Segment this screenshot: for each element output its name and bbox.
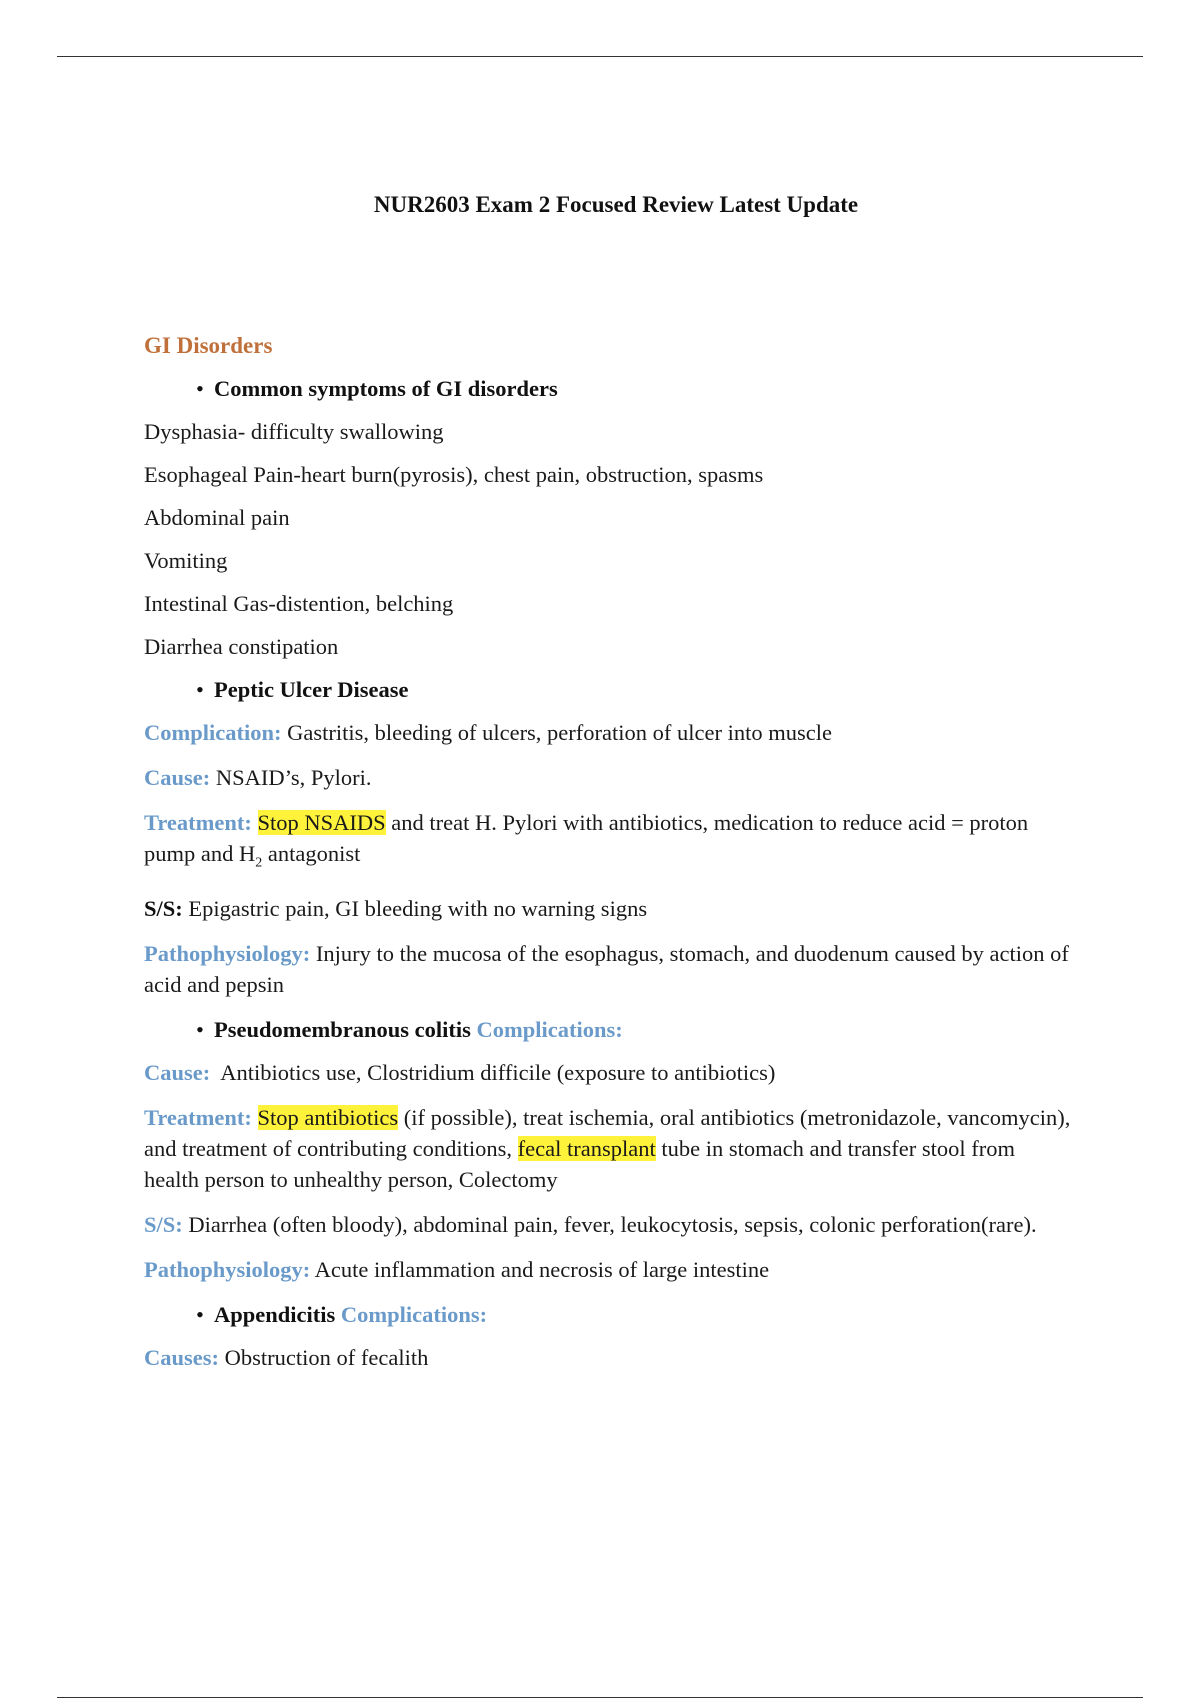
bullet-common-symptoms: [144, 373, 1074, 404]
ss-label: S/S:: [144, 1211, 183, 1237]
peptic-treatment: [144, 807, 1074, 879]
colitis-ss: [144, 1209, 1074, 1240]
top-rule: [57, 56, 1143, 57]
subscript-2: 2: [255, 855, 263, 871]
ss-text: Epigastric pain, GI bleeding with no warning signs: [182, 895, 648, 921]
symptom-line: Vomiting: [144, 548, 228, 573]
pathophysiology-text: Injury to the mucosa of the esophagus, stomach, and duodenum caused by action of acid and pepsin: [144, 940, 1069, 997]
bullet-dot-icon: •: [196, 1301, 204, 1327]
treatment-text: (if possible), treat ischemia, oral antibiotics (metronidazole, vancomycin), and treatment of contributing conditions,: [144, 1104, 1071, 1161]
symptom-line: Esophageal Pain-heart burn(pyrosis), chest pain, obstruction, spasms: [144, 462, 764, 487]
causes-text: Obstruction of fecalith: [219, 1344, 429, 1370]
bullet-peptic-ulcer: [144, 674, 1074, 705]
bullet-appendicitis: [144, 1299, 1074, 1330]
peptic-complication: [144, 717, 1074, 748]
peptic-pathophysiology: [144, 938, 1074, 1000]
complications-label: Complications:: [476, 1016, 623, 1042]
cause-label: Cause:: [144, 1059, 211, 1085]
treatment-tail: antagonist: [262, 841, 361, 866]
causes-label: Causes:: [144, 1344, 220, 1370]
bullet-label: Peptic Ulcer Disease: [214, 677, 409, 702]
bullet-label: Appendicitis: [214, 1301, 336, 1327]
symptom-line: Intestinal Gas-distention, belching: [144, 591, 454, 616]
pathophysiology-text: Acute inflammation and necrosis of large intestine: [310, 1256, 770, 1282]
peptic-cause: [144, 762, 1074, 793]
highlight-stop-nsaids: Stop NSAIDS: [257, 810, 386, 835]
treatment-label: Treatment:: [144, 1104, 252, 1130]
complications-label: Complications:: [340, 1301, 488, 1327]
document-body: [144, 330, 1074, 1387]
treatment-label: Treatment:: [144, 810, 252, 835]
pathophysiology-label: Pathophysiology:: [144, 1256, 311, 1282]
pathophysiology-label: Pathophysiology:: [144, 940, 311, 966]
page-title: NUR2603 Exam 2 Focused Review Latest Update: [373, 192, 859, 217]
bullet-label: Common symptoms of GI disorders: [214, 376, 558, 401]
appendicitis-causes: [144, 1342, 1074, 1373]
bullet-dot-icon: •: [196, 1016, 204, 1042]
symptom-line: Diarrhea constipation: [144, 634, 339, 659]
cause-text: Antibiotics use, Clostridium difficile (exposure to antibiotics): [210, 1059, 776, 1085]
complication-label: Complication:: [144, 720, 282, 745]
treatment-text: and treat H. Pylori with antibiotics, medication to reduce acid = proton pump and H: [144, 810, 1029, 866]
ss-text: Diarrhea (often bloody), abdominal pain, fever, leukocytosis, sepsis, colonic perforation(rare).: [182, 1211, 1037, 1237]
cause-text: NSAID’s, Pylori.: [210, 765, 372, 790]
highlight-stop-antibiotics: Stop antibiotics: [257, 1104, 399, 1130]
colitis-pathophysiology: [144, 1254, 1074, 1285]
bottom-rule: [57, 1697, 1143, 1698]
colitis-treatment: [144, 1102, 1074, 1195]
colitis-cause: [144, 1057, 1074, 1088]
cause-label: Cause:: [144, 765, 211, 790]
treatment-text-2: tube in stomach and transfer stool from health person to unhealthy person, Colectomy: [144, 1135, 1016, 1192]
symptom-line: Abdominal pain: [144, 505, 290, 530]
bullet-dot-icon: •: [196, 376, 204, 401]
ss-label: S/S:: [144, 895, 183, 921]
complication-text: Gastritis, bleeding of ulcers, perforation of ulcer into muscle: [281, 720, 832, 745]
bullet-dot-icon: •: [196, 677, 204, 702]
bullet-pseudomembranous-colitis: [144, 1014, 1074, 1045]
peptic-ss: [144, 893, 1074, 924]
highlight-fecal-transplant: fecal transplant: [517, 1135, 656, 1161]
bullet-label: Pseudomembranous colitis: [214, 1016, 471, 1042]
section-heading-gi-disorders: GI Disorders: [144, 333, 273, 358]
symptom-line: Dysphasia- difficulty swallowing: [144, 419, 444, 444]
